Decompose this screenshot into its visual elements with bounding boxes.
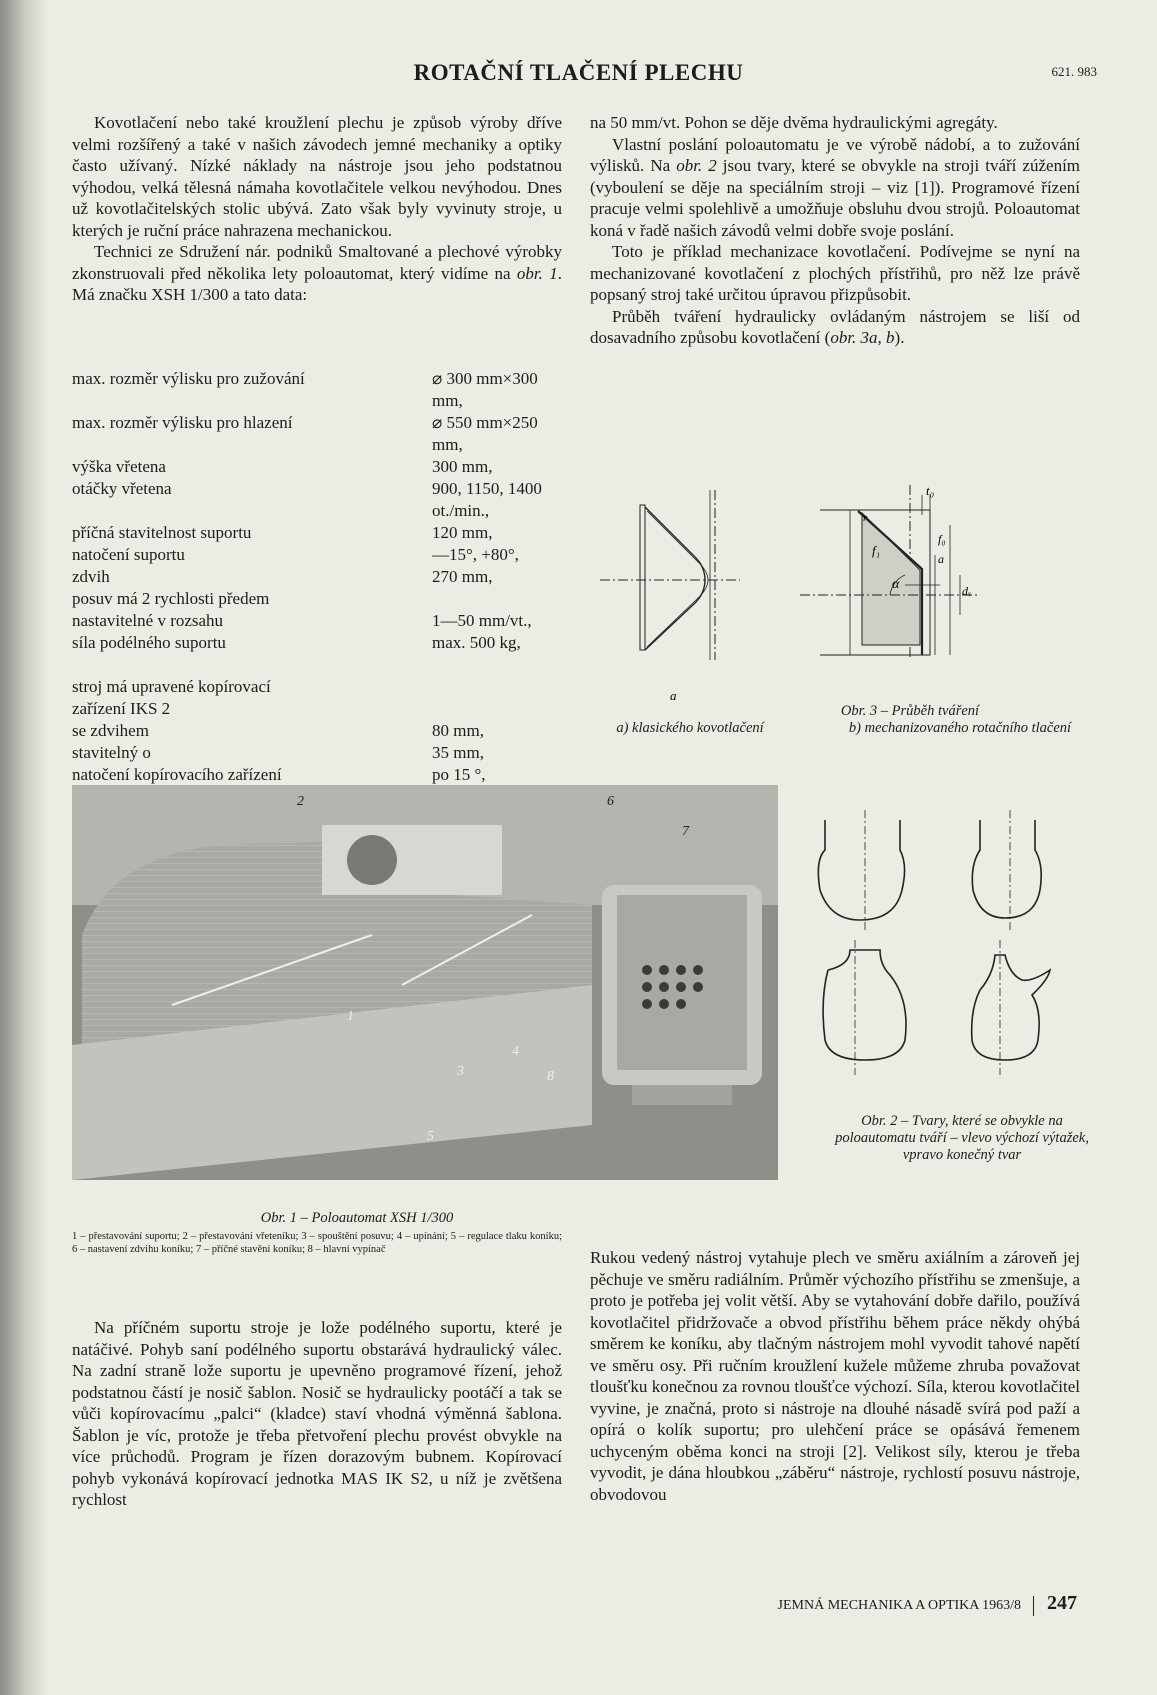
figure-3-caption: Obr. 3 – Průběh tváření a) klasického kovotlačení b) mechanizovaného rotačního tlačení (590, 703, 1080, 737)
label-f0: f₀ (938, 532, 946, 546)
spec-value (432, 654, 562, 676)
label-r: r (863, 512, 868, 524)
spec-label: natočení suportu (72, 545, 185, 564)
spec-value: ⌀ 550 mm×250 mm, (432, 413, 538, 454)
page-footer (778, 1592, 1077, 1616)
photo-number-2: 2 (297, 794, 304, 809)
label-t0: t₀ (926, 485, 935, 498)
left-column-bottom (72, 1317, 562, 1511)
spec-label: max. rozměr výlisku pro zužování (72, 369, 305, 388)
spec-label: stroj má upravené kopírovací (72, 677, 271, 696)
paragraph: Na příčném suportu stroje je lože podélného suportu, které je natáčivé. Pohyb saní podélného suportu obstarává hydraulický válec. Na zadní straně lože suportu je upevněno programové řízení, jehož podstatnou částí je nosič šablon. Nosič se hydraulicky pootáčí a tak se vůči kopírovacímu „palci“ (kladce) staví vhodná výměnná šablona. Šablon je víc, protože je třeba přetvoření plechu provést obvykle na více průchodů. Program je řízen dorazovým bubnem. Kopírovací pohyb vykonává kopírovací jednotka MAS IK S2, u níž je zvětšena rychlost (72, 1318, 562, 1509)
label-dx: dₓ (962, 584, 972, 598)
udc-code: 621. 983 (1051, 64, 1097, 79)
spec-value (432, 588, 562, 610)
spec-row (72, 764, 562, 786)
paragraph: Kovotlačení nebo také kroužlení plechu je způsob výroby dříve velmi rozšířený a také v našich závodech jemné mechaniky a optiky často užívaný. Nízké náklady na nástroje jsou jeho podstatnou výhodou, velká tělesná námaha kovotlačitele velkou nevýhodou. Dnes už kovotlačitelských stolic ubývá. Zato však byly vyvinuty stroje, u kterých je ruční práce nahrazena mechanickou. (72, 113, 562, 240)
binding-shadow (0, 0, 48, 1695)
spec-label: se zdvihem (72, 721, 149, 740)
photo-number-1: 1 (347, 1009, 354, 1024)
spec-value (432, 698, 562, 720)
spec-value (432, 676, 562, 698)
spec-label: posuv má 2 rychlosti předem (72, 589, 270, 608)
spec-row (72, 368, 562, 412)
figure-3b-label: b) mechanizovaného rotačního tlačení (848, 720, 1072, 736)
left-column-top (72, 112, 562, 306)
photo-number-5: 5 (427, 1129, 434, 1144)
spec-row (72, 654, 562, 676)
spec-row (72, 566, 562, 588)
figure-3a-label: a) klasického kovotlačení (616, 720, 764, 736)
spec-row (72, 742, 562, 764)
spec-row (72, 588, 562, 610)
photo-number-7: 7 (682, 824, 689, 839)
spec-label: nastavitelné v rozsahu (72, 611, 224, 630)
paragraph: Toto je příklad mechanizace kovotlačení. Podívejme se nyní na mechanizované kovotlačení z plochých přístřihů, pro něž lze právě popsaný stroj také určitou úpravou přizpůsobit. (590, 242, 1080, 304)
spec-label: natočení kopírovacího zařízení (72, 765, 282, 784)
spec-row (72, 500, 562, 522)
spec-label: síla podélného suportu (72, 633, 226, 652)
spec-label: příčná stavitelnost suportu (72, 523, 252, 542)
label-alpha: α (892, 577, 900, 592)
spec-value: max. 500 kg, (432, 633, 521, 652)
figure-3-diagram (600, 485, 1080, 725)
label-a-sub: a (670, 688, 677, 703)
paragraph: Vlastní poslání poloautomatu je ve výrobě nádobí, a to zužování výlisků. Na obr. 2 jsou tvary, které se obvykle na stroji tváří zúžením (vyboulení se děje na speciálním stroji – viz [1]). Programové řízení pracuje velmi spolehlivě a umožňuje obsluhu dvou strojů. Poloautomat koná v řadě našich závodů velmi dobře svoje poslání. (590, 134, 1081, 240)
spec-label (72, 500, 432, 522)
label-a: a (938, 552, 944, 566)
photo-number-6: 6 (607, 794, 614, 809)
spec-row (72, 522, 562, 544)
specifications-table (72, 368, 562, 808)
spec-value: po 15 °, (432, 765, 486, 784)
spec-value: 35 mm, (432, 743, 484, 762)
spec-row (72, 478, 562, 500)
page-number: 247 (1047, 1592, 1077, 1614)
spec-value: 120 mm, (432, 523, 493, 542)
spec-row (72, 456, 562, 478)
paragraph: na 50 mm/vt. Pohon se děje dvěma hydraulickými agregáty. (590, 113, 998, 132)
spec-label: otáčky vřetena (72, 479, 172, 498)
spec-label: zařízení IKS 2 (72, 699, 171, 718)
figure-1-photo (72, 785, 778, 1180)
right-column-bottom (590, 1247, 1080, 1505)
spec-row (72, 610, 562, 632)
spec-value: 270 mm, (432, 567, 493, 586)
spec-row (72, 720, 562, 742)
figure-1-caption: Obr. 1 – Poloautomat XSH 1/300 (260, 1210, 454, 1226)
footer-divider (1033, 1596, 1034, 1616)
photo-number-3: 3 (457, 1064, 464, 1079)
figure-2-caption: Obr. 2 – Tvary, které se obvykle na poloautomatu tváří – vlevo výchozí výtažek, vpravo konečný tvar (835, 1113, 1089, 1163)
page-title: ROTAČNÍ TLAČENÍ PLECHU (413, 60, 744, 85)
spec-value: —15°, +80°, (432, 545, 519, 564)
right-column-top (590, 112, 1080, 349)
spec-row (72, 676, 562, 698)
paragraph: Rukou vedený nástroj vytahuje plech ve směru axiálním a zároveň jej pěchuje ve směru radiálním. Průměr výchozího přístřihu se zmenšuje, a proto je potřeba jej volit větší. Aby se vytahování dobře dařilo, používá kovotlačitel přidržovače a obvod přístřihu během práce někdy ohýbá směrem ke koníku, aby tlačným nástrojem mohl vyvodit tahové napětí ve směru osy. Při ručním kroužlení kužele můžeme zhruba považovat tloušťku konečnou za rovnou tloušťce výchozí. Síla, kterou kovotlačitel vyvine, je značná, proto si nástroje na dlouhé násadě svírá pod paží a opírá o kolík suportu; pro ulehčení práce se opásává řemenem uchyceným oběma konci na stroji [2]. Velikost síly, kterou je třeba vyvodit, je dána hloubkou „záběru“ nástroje, rychlostí posuvu nástroje, obvodovou (590, 1248, 1080, 1504)
spec-value: 80 mm, (432, 721, 484, 740)
spec-value: 300 mm, (432, 457, 493, 476)
paragraph: Průběh tváření hydraulicky ovládaným nástrojem se liší od dosavadního způsobu kovotlačení (obr. 3a, b). (590, 306, 1080, 347)
label-f1: f₁ (872, 543, 881, 558)
figure-1-legend: 1 – přestavování suportu; 2 – přestavování vřeteníku; 3 – spouštění posuvu; 4 – upínání; 5 – regulace tlaku koníku; 6 – nastavení zdvihu koníku; 7 – příčné stavění koníku; 8 – hlavní vypínač (72, 1231, 562, 1255)
spec-value: 1—50 mm/vt., (432, 611, 532, 630)
spec-label: zdvih (72, 567, 110, 586)
spec-row (72, 544, 562, 566)
spec-label: stavitelný o (72, 743, 151, 762)
photo-number-4: 4 (512, 1044, 519, 1059)
spec-row (72, 632, 562, 654)
spec-value: 900, 1150, 1400 (432, 479, 542, 498)
figure-2-diagram (810, 810, 1080, 1080)
paragraph: Technici ze Sdružení nár. podniků Smaltované a plechové výrobky zkonstruovali před několika lety poloautomat, který vidíme na obr. 1. Má značku XSH 1/300 a tato data: (72, 242, 562, 304)
spec-row (72, 698, 562, 720)
spec-value: ot./min., (432, 501, 490, 520)
spec-value: ⌀ 300 mm×300 mm, (432, 369, 538, 410)
spec-label: max. rozměr výlisku pro hlazení (72, 413, 293, 432)
journal-name: JEMNÁ MECHANIKA A OPTIKA 1963/8 (777, 1598, 1021, 1613)
photo-number-8: 8 (547, 1069, 554, 1084)
spec-label (72, 654, 432, 676)
spec-label: výška vřetena (72, 457, 166, 476)
spec-row (72, 412, 562, 456)
